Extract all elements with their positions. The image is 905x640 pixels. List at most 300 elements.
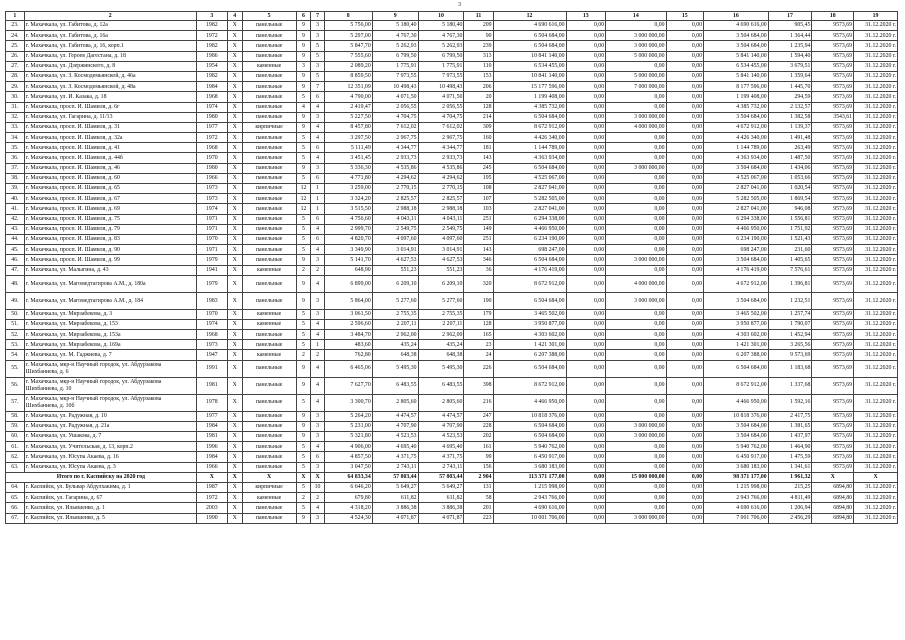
table-cell: 3 — [311, 292, 325, 309]
table-cell: 3 300,70 — [324, 394, 372, 411]
table-cell: 648,90 — [324, 265, 372, 275]
table-cell: Х — [227, 265, 242, 275]
table-cell: 2 — [296, 350, 311, 360]
table-cell: 3 504 684,00 — [704, 31, 769, 41]
table-cell: 0,00 — [606, 319, 666, 329]
table-cell: панельные — [242, 153, 296, 163]
table-cell: 0,00 — [666, 377, 704, 394]
table-cell: панельные — [242, 503, 296, 513]
table-cell: 44. — [6, 234, 25, 244]
table-cell: 47. — [6, 265, 25, 275]
table-cell: 6 504 684,00 — [493, 292, 566, 309]
address-cell: г. Махачкала, ул. Юсупа Акаева, д. 16 — [24, 452, 196, 462]
table-cell: Х — [227, 330, 242, 340]
address-cell: г. Махачкала, просп. И. Шамиля, д. 99 — [24, 255, 196, 265]
table-cell: 698 247,00 — [704, 245, 769, 255]
table-cell: 5 756,00 — [324, 21, 372, 31]
table-cell: 1941 — [196, 265, 227, 275]
table-row — [6, 204, 898, 214]
table-cell: 5 231,00 — [324, 421, 372, 431]
table-cell: 3 000 000,00 — [606, 255, 666, 265]
table-cell: Х — [227, 194, 242, 204]
address-cell: г. Махачкала, ул. Юсупа Акаева, д. 3 — [24, 462, 196, 472]
table-cell: 483,60 — [324, 340, 372, 350]
table-cell: 48. — [6, 275, 25, 292]
table-cell: 2 755,35 — [418, 309, 464, 319]
table-cell: 2 549,75 — [418, 224, 464, 234]
table-cell: 0,00 — [666, 503, 704, 513]
table-cell: 31.12.2020 г. — [854, 330, 898, 340]
table-cell: 9573,69 — [812, 214, 854, 224]
table-cell: 946,08 — [768, 204, 812, 214]
table-cell: 5 — [296, 462, 311, 472]
table-cell: 181 — [464, 143, 493, 153]
table-cell: 2 988,18 — [418, 204, 464, 214]
table-cell: 2 933,73 — [372, 153, 418, 163]
table-cell: 5 841 140,00 — [704, 51, 769, 61]
table-cell: 36. — [6, 153, 25, 163]
table-cell: 9 — [296, 71, 311, 81]
table-cell: 1 359,64 — [768, 71, 812, 81]
table-cell: 0,00 — [566, 153, 606, 163]
table-cell: 3 504 684,00 — [704, 112, 769, 122]
table-cell: 3 504 684,00 — [704, 421, 769, 431]
address-cell: г. Махачкала, ул. Ушакова, д. 7 — [24, 432, 196, 442]
table-cell: 3 000 000,00 — [606, 432, 666, 442]
table-row — [6, 432, 898, 442]
table-cell: 3 679,51 — [768, 61, 812, 71]
table-cell: 5 — [296, 92, 311, 102]
table-cell: 31.12.2020 г. — [854, 265, 898, 275]
table-cell: 5 — [296, 452, 311, 462]
table-cell: 0,00 — [566, 309, 606, 319]
table-cell: 31.12.2020 г. — [854, 360, 898, 377]
address-cell: г. Махачкала, просп. И. Шамиля, д. 65 — [24, 184, 196, 194]
table-cell: 9 — [296, 82, 311, 92]
table-cell: 435,24 — [418, 340, 464, 350]
table-cell: 5 — [311, 41, 325, 51]
table-cell: 0,00 — [606, 92, 666, 102]
table-cell: 63. — [6, 462, 25, 472]
table-cell: 7 612,02 — [418, 122, 464, 132]
table-cell: 2 — [311, 493, 325, 503]
table-cell: 29. — [6, 82, 25, 92]
table-cell: Х — [227, 61, 242, 71]
table-cell: 9573,69 — [812, 163, 854, 173]
table-cell: 31.12.2020 г. — [854, 184, 898, 194]
table-cell: 37. — [6, 163, 25, 173]
table-cell: 9573,69 — [812, 122, 854, 132]
table-cell: 762,80 — [324, 350, 372, 360]
table-cell: 0,00 — [666, 309, 704, 319]
table-cell: 2 825,57 — [418, 194, 464, 204]
table-cell: каменные — [242, 350, 296, 360]
table-row — [6, 482, 898, 492]
table-cell: 31.12.2020 г. — [854, 51, 898, 61]
table-cell: 6 450 917,00 — [704, 452, 769, 462]
table-row — [6, 421, 898, 431]
table-cell: 0,00 — [566, 411, 606, 421]
address-cell: г. Махачкала, просп. И. Шамиля, д. 41 — [24, 143, 196, 153]
table-cell: 9573,69 — [812, 432, 854, 442]
table-cell: 4 474,57 — [418, 411, 464, 421]
table-cell: 3 504 684,00 — [704, 163, 769, 173]
table-cell: 8 457,80 — [324, 122, 372, 132]
table-cell: 165 — [464, 330, 493, 340]
table-cell: 5 649,27 — [372, 482, 418, 492]
table-cell: 0,00 — [606, 482, 666, 492]
table-cell: 0,00 — [566, 452, 606, 462]
table-cell: 6 — [311, 92, 325, 102]
table-cell: 0,00 — [566, 224, 606, 234]
table-cell: Х — [227, 360, 242, 377]
table-cell: 9573,69 — [812, 377, 854, 394]
address-cell: г. Махачкала, ул. Мирзабекова, д. 3 — [24, 309, 196, 319]
table-cell: 4 303 602,00 — [704, 330, 769, 340]
table-cell: 107 — [464, 194, 493, 204]
table-cell: 9 — [296, 421, 311, 431]
table-cell: 5 — [296, 153, 311, 163]
table-cell: Х — [227, 442, 242, 452]
column-number-cell: 14 — [606, 12, 666, 21]
table-cell: 2 988,18 — [372, 204, 418, 214]
table-cell: 0,00 — [566, 503, 606, 513]
table-cell: 0,00 — [566, 493, 606, 503]
table-cell: 1 396,81 — [768, 275, 812, 292]
table-cell: 3 886,38 — [372, 503, 418, 513]
table-cell: Х — [227, 245, 242, 255]
table-cell: 1966 — [196, 173, 227, 183]
table-cell: 31.12.2020 г. — [854, 143, 898, 153]
column-number-cell: 6 — [296, 12, 311, 21]
table-cell: 3 000 000,00 — [606, 421, 666, 431]
table-cell: 0,00 — [566, 432, 606, 442]
table-cell: Х — [227, 493, 242, 503]
table-cell: 3 515,50 — [324, 204, 372, 214]
table-cell: 49. — [6, 292, 25, 309]
table-cell: 4 097,60 — [418, 234, 464, 244]
table-cell: 9573,69 — [812, 245, 854, 255]
table-cell: 5 — [296, 340, 311, 350]
total-cell: 1 961,32 — [768, 472, 812, 482]
table-cell: 2 967,75 — [372, 133, 418, 143]
table-cell: 223 — [464, 513, 493, 523]
table-cell: 4 344,77 — [418, 143, 464, 153]
table-cell: 6 — [311, 214, 325, 224]
column-number-cell: 12 — [493, 12, 566, 21]
table-cell: 8 672 912,00 — [704, 377, 769, 394]
table-cell: 4 — [311, 102, 325, 112]
table-cell: 3 465 502,00 — [493, 309, 566, 319]
table-cell: 4 690 616,00 — [704, 21, 769, 31]
table-cell: 2 827 041,00 — [704, 184, 769, 194]
table-cell: 1972 — [196, 133, 227, 143]
table-cell: панельные — [242, 275, 296, 292]
table-cell: 30. — [6, 92, 25, 102]
table-cell: 31.12.2020 г. — [854, 452, 898, 462]
table-row — [6, 503, 898, 513]
table-cell: 0,00 — [666, 319, 704, 329]
table-cell: 0,00 — [566, 122, 606, 132]
table-cell: 62. — [6, 452, 25, 462]
table-cell: 1 381,65 — [768, 421, 812, 431]
table-cell: 2 825,57 — [372, 194, 418, 204]
table-cell: 0,00 — [566, 292, 606, 309]
table-cell: Х — [227, 421, 242, 431]
table-cell: 9 — [296, 112, 311, 122]
table-cell: панельные — [242, 21, 296, 31]
table-cell: 38. — [6, 173, 25, 183]
table-cell: Х — [227, 234, 242, 244]
table-cell: 3 504 684,00 — [704, 41, 769, 51]
table-cell: 4 672 912,00 — [704, 275, 769, 292]
table-cell: 7 612,02 — [372, 122, 418, 132]
table-cell: 15 177 596,00 — [493, 82, 566, 92]
table-cell: 0,00 — [566, 214, 606, 224]
table-cell: 4 385 732,00 — [493, 102, 566, 112]
table-cell: 4 071,50 — [418, 92, 464, 102]
table-cell: 4 707,90 — [418, 421, 464, 431]
table-cell: 3 324,20 — [324, 194, 372, 204]
address-cell: г. Махачкала, просп. И. Шамиля, д. 32а — [24, 133, 196, 143]
table-cell: 0,00 — [666, 133, 704, 143]
table-cell: 4 000 000,00 — [606, 275, 666, 292]
table-cell: 0,00 — [606, 442, 666, 452]
table-row — [6, 143, 898, 153]
table-cell: 3 — [311, 31, 325, 41]
address-cell: г. Махачкала, ул. Габитова, д. 12а — [24, 21, 196, 31]
table-cell: панельные — [242, 432, 296, 442]
address-cell: г. Махачкала, ул. Магомедтагирова А.М., д. 180а — [24, 275, 196, 292]
table-row — [6, 21, 898, 31]
table-cell: 10 841 140,00 — [493, 71, 566, 81]
table-cell: 1966 — [196, 462, 227, 472]
table-cell: 2 417,75 — [768, 411, 812, 421]
table-cell: Х — [227, 102, 242, 112]
table-cell: 245 — [464, 163, 493, 173]
total-cell: Х — [296, 472, 311, 482]
table-cell: 1 775,91 — [418, 61, 464, 71]
table-cell: 0,00 — [666, 265, 704, 275]
table-cell: 0,00 — [666, 82, 704, 92]
table-cell: 3 504 684,00 — [704, 255, 769, 265]
table-cell: Х — [227, 394, 242, 411]
table-cell: панельные — [242, 292, 296, 309]
table-cell: 4 — [311, 319, 325, 329]
address-cell: г. Каспийск, ул. Ильяшенко, д. 5 — [24, 513, 196, 523]
table-cell: Х — [227, 462, 242, 472]
table-cell: 9573,69 — [812, 462, 854, 472]
table-cell: 10 498,43 — [418, 82, 464, 92]
table-row — [6, 255, 898, 265]
table-cell: 0,00 — [666, 452, 704, 462]
table-cell: 4 385 732,00 — [704, 102, 769, 112]
table-cell: 2 962,00 — [372, 330, 418, 340]
table-row — [6, 319, 898, 329]
table-cell: 5 000 000,00 — [606, 71, 666, 81]
table-cell: 23 — [464, 340, 493, 350]
table-cell: 1990 — [196, 513, 227, 523]
column-number-cell: 10 — [418, 12, 464, 21]
table-cell: 6 — [311, 173, 325, 183]
table-cell: 6 799,50 — [418, 51, 464, 61]
table-cell: 1984 — [196, 82, 227, 92]
column-number-cell: 5 — [242, 12, 296, 21]
table-cell: 61. — [6, 442, 25, 452]
total-cell: Х — [227, 472, 242, 482]
table-cell: 195 — [464, 173, 493, 183]
table-cell: 5 495,30 — [372, 360, 418, 377]
table-cell: 4 — [311, 275, 325, 292]
table-cell: 320 — [464, 275, 493, 292]
table-row — [6, 309, 898, 319]
table-row — [6, 173, 898, 183]
table-cell: 9573,69 — [812, 452, 854, 462]
table-cell: 31.12.2020 г. — [854, 275, 898, 292]
table-cell: 31.12.2020 г. — [854, 31, 898, 41]
table-cell: 4 294,62 — [372, 173, 418, 183]
table-cell: 5 — [296, 330, 311, 340]
table-cell: 0,00 — [566, 340, 606, 350]
table-cell: 9573,69 — [812, 319, 854, 329]
table-cell: 0,00 — [606, 394, 666, 411]
table-cell: 9573,69 — [812, 21, 854, 31]
table-cell: 0,00 — [566, 394, 606, 411]
table-cell: 6 646,20 — [324, 482, 372, 492]
table-cell: 0,00 — [566, 265, 606, 275]
table-cell: 6 534 455,00 — [704, 61, 769, 71]
table-cell: 5 — [296, 319, 311, 329]
table-cell: 1973 — [196, 340, 227, 350]
table-cell: 611,82 — [372, 493, 418, 503]
table-cell: 1991 — [196, 360, 227, 377]
table-cell: 31.12.2020 г. — [854, 493, 898, 503]
table-row — [6, 350, 898, 360]
table-cell: 5 262,93 — [372, 41, 418, 51]
table-cell: 2 743,11 — [418, 462, 464, 472]
table-cell: 6 504 684,00 — [493, 421, 566, 431]
table-cell: 0,00 — [606, 340, 666, 350]
table-cell: 5 — [296, 394, 311, 411]
table-cell: 1973 — [196, 184, 227, 194]
table-cell: 31.12.2020 г. — [854, 92, 898, 102]
table-cell: 0,00 — [606, 309, 666, 319]
table-cell: 4 525 067,00 — [704, 173, 769, 183]
table-cell: 6 899,00 — [324, 275, 372, 292]
table-cell: 3 047,50 — [324, 462, 372, 472]
table-cell: 9 — [296, 275, 311, 292]
table-cell: 2 999,70 — [324, 224, 372, 234]
table-cell: 31.12.2020 г. — [854, 292, 898, 309]
table-cell: 4 371,75 — [372, 452, 418, 462]
table-cell: 31.12.2020 г. — [854, 340, 898, 350]
table-cell: 4 790,00 — [324, 92, 372, 102]
table-cell: 5 000 000,00 — [606, 51, 666, 61]
table-cell: 9573,69 — [812, 61, 854, 71]
table-cell: 4 — [311, 360, 325, 377]
table-cell: 0,00 — [666, 51, 704, 61]
table-cell: 3 950 877,00 — [704, 319, 769, 329]
column-number-cell: 18 — [812, 12, 854, 21]
table-cell: каменные — [242, 265, 296, 275]
table-cell: 4 466 950,00 — [493, 394, 566, 411]
table-cell: 4 707,90 — [372, 421, 418, 431]
column-number-cell: 11 — [464, 12, 493, 21]
table-cell: 0,00 — [666, 122, 704, 132]
total-cell: 57 803,44 — [418, 472, 464, 482]
table-cell: 1 869,54 — [768, 194, 812, 204]
table-cell: 0,00 — [606, 411, 666, 421]
table-cell: 0,00 — [666, 360, 704, 377]
table-cell: панельные — [242, 513, 296, 523]
table-cell: 8 672 912,00 — [493, 275, 566, 292]
table-row — [6, 102, 898, 112]
table-cell: 36 — [464, 265, 493, 275]
table-cell: панельные — [242, 143, 296, 153]
table-cell: 1 — [311, 184, 325, 194]
table-cell: 9573,69 — [812, 442, 854, 452]
table-cell: 0,00 — [606, 350, 666, 360]
table-cell: панельные — [242, 133, 296, 143]
address-cell: г. Каспийск, ул. Бульвар Абдулхакима, д. 1 — [24, 482, 196, 492]
table-cell: 3543,61 — [812, 112, 854, 122]
table-cell: 648,38 — [418, 350, 464, 360]
table-cell: панельные — [242, 245, 296, 255]
table-cell: 9 — [296, 377, 311, 394]
table-cell: 1 053,66 — [768, 173, 812, 183]
table-cell: 4 857,50 — [324, 452, 372, 462]
table-cell: 31.12.2020 г. — [854, 41, 898, 51]
table-cell: 0,00 — [606, 224, 666, 234]
table-cell: 1971 — [196, 214, 227, 224]
table-cell: Х — [227, 21, 242, 31]
table-cell: 2 805,60 — [418, 394, 464, 411]
table-cell: 67. — [6, 513, 25, 523]
table-cell: 0,00 — [666, 41, 704, 51]
table-cell: 1 434,06 — [768, 163, 812, 173]
total-cell: 15 000 000,00 — [606, 472, 666, 482]
table-cell: 0,00 — [666, 255, 704, 265]
column-number-cell: 4 — [227, 12, 242, 21]
table-cell: 31.12.2020 г. — [854, 245, 898, 255]
total-cell: 0,00 — [666, 472, 704, 482]
total-cell: Х — [854, 472, 898, 482]
table-cell: 313 — [464, 51, 493, 61]
table-cell: 9573,69 — [812, 411, 854, 421]
table-cell: 9573,69 — [812, 350, 854, 360]
table-cell: 3 484,70 — [324, 330, 372, 340]
table-cell: 0,00 — [566, 61, 606, 71]
table-cell: 1974 — [196, 102, 227, 112]
table-cell: 3 680 183,00 — [493, 462, 566, 472]
table-cell: 1974 — [196, 319, 227, 329]
table-cell: 3 886,38 — [418, 503, 464, 513]
table-cell: 31.12.2020 г. — [854, 82, 898, 92]
table-cell: 5 297,00 — [324, 31, 372, 41]
table-cell: 294,59 — [768, 92, 812, 102]
table-row — [6, 133, 898, 143]
table-row — [6, 194, 898, 204]
table-cell: 55. — [6, 360, 25, 377]
table-cell: 1 592,16 — [768, 394, 812, 411]
table-row — [6, 163, 898, 173]
table-cell: 5 841 140,00 — [704, 71, 769, 81]
table-cell: 5 847,70 — [324, 41, 372, 51]
table-cell: 40. — [6, 194, 25, 204]
table-cell: 1 206,94 — [768, 503, 812, 513]
table-cell: 0,00 — [666, 112, 704, 122]
table-cell: 231,60 — [768, 245, 812, 255]
